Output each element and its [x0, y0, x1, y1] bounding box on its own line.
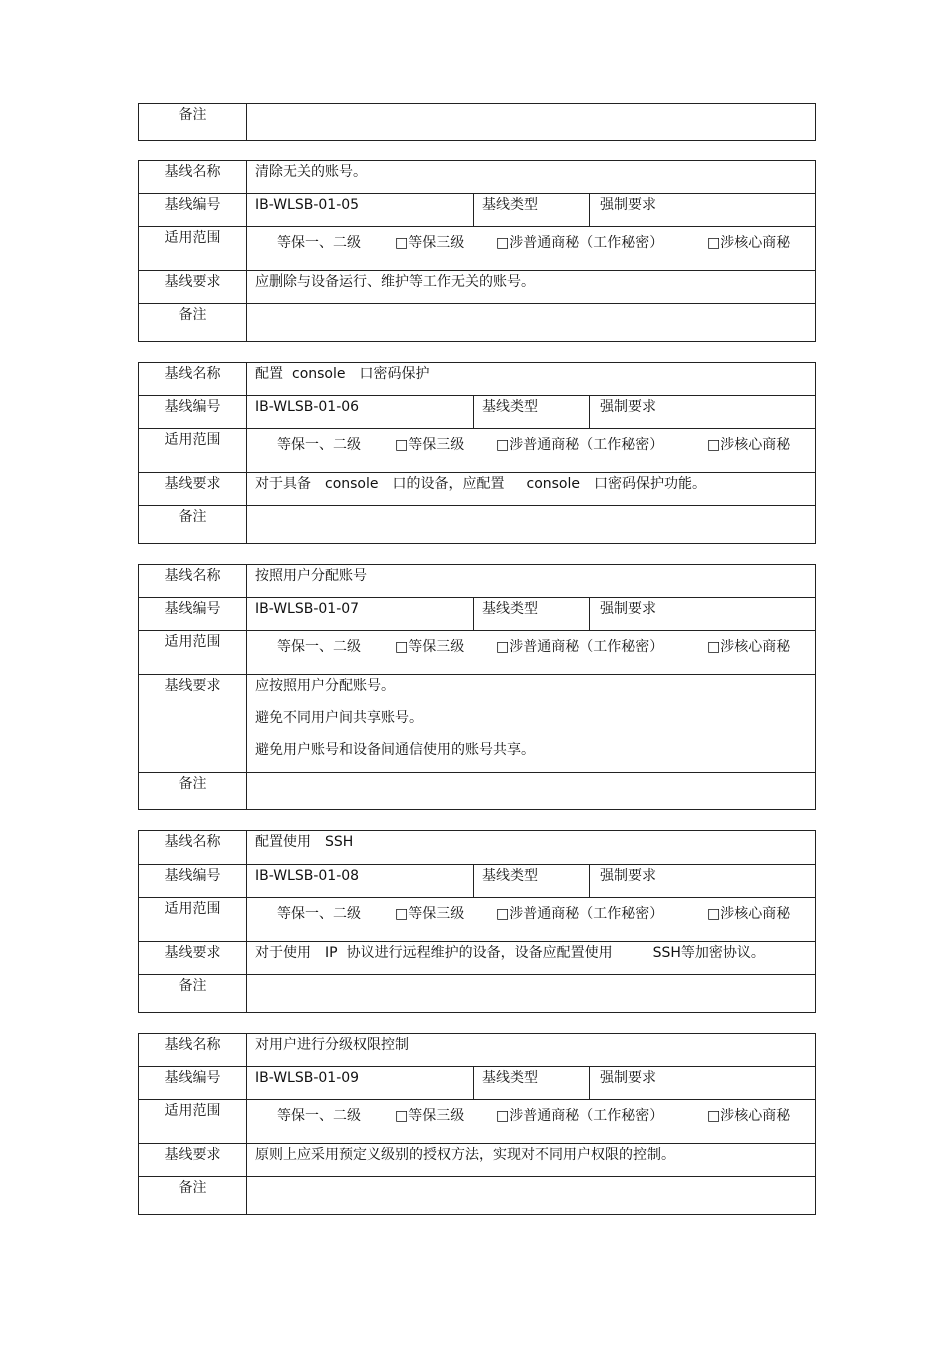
type-label: 基线类型	[474, 396, 590, 429]
requirement-part: IP	[325, 945, 338, 961]
name-part: console	[292, 366, 346, 382]
baseline-id: IB-WLSB-01-06	[247, 396, 474, 429]
name-part: SSH	[325, 834, 354, 850]
baseline-id: IB-WLSB-01-08	[247, 865, 474, 898]
note-label: 备注	[139, 304, 247, 342]
requirement-part: 对于具备	[255, 476, 311, 492]
type-label: 基线类型	[474, 1067, 590, 1100]
note-value	[247, 506, 816, 544]
requirement-line: 应按照用户分配账号。	[255, 678, 395, 694]
scope-options	[247, 1100, 816, 1144]
note-label: 备注	[139, 506, 247, 544]
name-label: 基线名称	[139, 161, 247, 194]
scope-option-level3: □等保三级	[395, 639, 465, 655]
id-label: 基线编号	[139, 598, 247, 631]
baseline-name: 按照用户分配账号	[247, 565, 816, 598]
scope-option-common-secret: □涉普通商秘（工作秘密）	[496, 437, 664, 453]
baseline-table-fragment	[138, 103, 816, 141]
type-label: 基线类型	[474, 598, 590, 631]
id-label: 基线编号	[139, 396, 247, 429]
requirement-part: 协议进行远程维护的设备，设备应配置使用	[346, 945, 613, 961]
id-label: 基线编号	[139, 865, 247, 898]
requirement-line: 应删除与设备运行、维护等工作无关的账号。	[255, 274, 535, 290]
baseline-table-01-08	[138, 830, 816, 1013]
baseline-name	[247, 831, 816, 865]
type-value: 强制要求	[590, 396, 816, 429]
baseline-table-01-09	[138, 1033, 816, 1215]
scope-option-level12: 等保一、二级	[277, 639, 361, 655]
requirement-line: 避免用户账号和设备间通信使用的账号共享。	[255, 742, 535, 758]
requirement-text	[247, 1144, 816, 1177]
scope-label: 适用范围	[139, 1100, 247, 1144]
requirement-line: 原则上应采用预定义级别的授权方法，实现对不同用户权限的控制。	[255, 1147, 675, 1163]
baseline-name	[247, 363, 816, 396]
scope-option-level12: 等保一、二级	[277, 1108, 361, 1124]
requirement-label: 基线要求	[139, 675, 247, 773]
scope-options	[247, 227, 816, 271]
scope-label: 适用范围	[139, 227, 247, 271]
scope-label: 适用范围	[139, 429, 247, 473]
note-value	[247, 975, 816, 1013]
note-label: 备注	[139, 1177, 247, 1215]
baseline-table-01-07	[138, 564, 816, 810]
scope-options	[247, 429, 816, 473]
scope-option-core-secret: □涉核心商秘	[707, 437, 791, 453]
scope-option-common-secret: □涉普通商秘（工作秘密）	[496, 639, 664, 655]
name-label: 基线名称	[139, 831, 247, 865]
baseline-name: 清除无关的账号。	[247, 161, 816, 194]
baseline-id: IB-WLSB-01-09	[247, 1067, 474, 1100]
scope-option-core-secret: □涉核心商秘	[707, 639, 791, 655]
requirement-part: console	[526, 476, 580, 492]
scope-option-level12: 等保一、二级	[277, 437, 361, 453]
baseline-id: IB-WLSB-01-07	[247, 598, 474, 631]
note-value	[247, 1177, 816, 1215]
scope-label: 适用范围	[139, 898, 247, 942]
scope-option-level12: 等保一、二级	[277, 235, 361, 251]
note-label: 备注	[139, 773, 247, 810]
requirement-part: 对于使用	[255, 945, 311, 961]
scope-options	[247, 898, 816, 942]
id-label: 基线编号	[139, 194, 247, 227]
scope-label: 适用范围	[139, 631, 247, 675]
scope-option-core-secret: □涉核心商秘	[707, 1108, 791, 1124]
requirement-line: 避免不同用户间共享账号。	[255, 710, 423, 726]
requirement-text	[247, 271, 816, 304]
requirement-part: console	[325, 476, 379, 492]
name-label: 基线名称	[139, 363, 247, 396]
requirement-text	[247, 675, 816, 773]
requirement-label: 基线要求	[139, 473, 247, 506]
note-label: 备注	[139, 104, 247, 141]
scope-option-level3: □等保三级	[395, 437, 465, 453]
name-label: 基线名称	[139, 1034, 247, 1067]
name-part: 配置使用	[255, 834, 311, 850]
scope-option-level3: □等保三级	[395, 235, 465, 251]
scope-option-level12: 等保一、二级	[277, 906, 361, 922]
name-part: 口密码保护	[359, 366, 430, 382]
type-label: 基线类型	[474, 194, 590, 227]
type-value: 强制要求	[590, 194, 816, 227]
requirement-text	[247, 942, 816, 975]
note-value	[247, 104, 816, 141]
scope-option-core-secret: □涉核心商秘	[707, 235, 791, 251]
baseline-name: 对用户进行分级权限控制	[247, 1034, 816, 1067]
requirement-part: 口密码保护功能。	[594, 476, 706, 492]
scope-option-common-secret: □涉普通商秘（工作秘密）	[496, 235, 664, 251]
note-value	[247, 304, 816, 342]
baseline-table-01-05	[138, 160, 816, 342]
scope-option-common-secret: □涉普通商秘（工作秘密）	[496, 1108, 664, 1124]
name-label: 基线名称	[139, 565, 247, 598]
type-label: 基线类型	[474, 865, 590, 898]
baseline-table-01-06	[138, 362, 816, 544]
note-value	[247, 773, 816, 810]
scope-options	[247, 631, 816, 675]
type-value: 强制要求	[590, 1067, 816, 1100]
requirement-part: 口的设备，应配置	[392, 476, 505, 492]
requirement-label: 基线要求	[139, 942, 247, 975]
requirement-label: 基线要求	[139, 271, 247, 304]
requirement-label: 基线要求	[139, 1144, 247, 1177]
type-value: 强制要求	[590, 598, 816, 631]
baseline-id: IB-WLSB-01-05	[247, 194, 474, 227]
scope-option-common-secret: □涉普通商秘（工作秘密）	[496, 906, 664, 922]
requirement-part: SSH等加密协议。	[652, 945, 765, 961]
id-label: 基线编号	[139, 1067, 247, 1100]
note-label: 备注	[139, 975, 247, 1013]
name-part: 配置	[255, 366, 283, 382]
scope-option-level3: □等保三级	[395, 1108, 465, 1124]
scope-option-core-secret: □涉核心商秘	[707, 906, 791, 922]
requirement-text	[247, 473, 816, 506]
scope-option-level3: □等保三级	[395, 906, 465, 922]
type-value: 强制要求	[590, 865, 816, 898]
